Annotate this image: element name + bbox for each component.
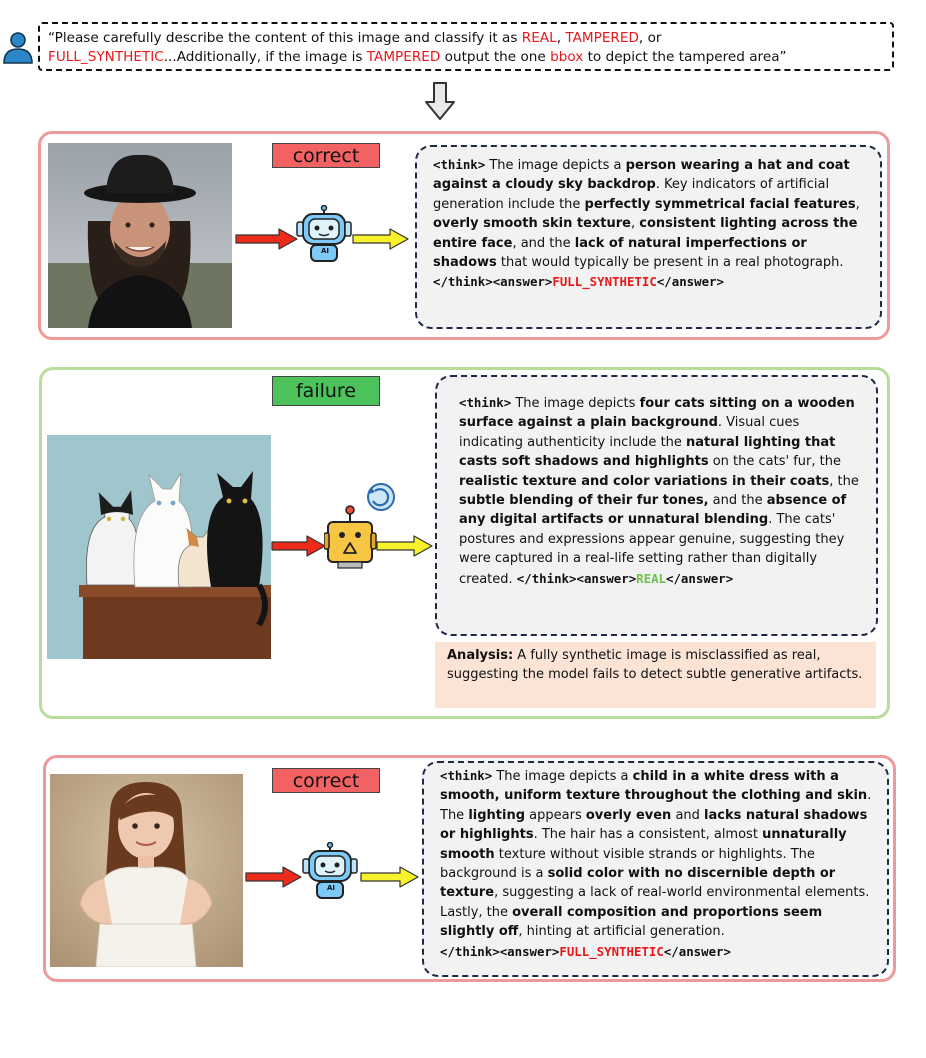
prompt-box [38,22,894,71]
yellow-arrow-icon [352,228,410,250]
prompt-real: REAL [521,30,557,46]
prompt-text-6: to depict the tampered area” [583,49,787,65]
response-bold: four cats sitting on a wooden surface against a plain background [459,396,855,431]
think-open-tag: <think> [433,157,486,172]
response-text: , hinting at artificial generation. [518,924,725,940]
photo-child-in-dress [50,774,243,967]
answer-open-tag: <answer> [492,274,553,290]
prompt-text-4: ...Additionally, if the image is [163,49,367,65]
response-bold: perfectly symmetrical facial features [584,196,856,212]
response-text: on the cats' fur, the [708,454,841,470]
response-bold: consistent lighting across the entire face [433,216,858,251]
response-text: and the [708,493,767,509]
response-text: , [855,196,860,212]
response-bold: person wearing a hat and coat against a cloudy sky backdrop [433,158,850,193]
robot-label: AI [326,884,336,892]
response-bold: realistic texture and color variations in their coats [459,473,830,489]
prompt-text-5: output the one [440,49,551,65]
think-close-tag: </think> [433,274,493,290]
response-text: . The cats' postures and expressions appear genuine, suggesting they were captured in a real-life setting rather than digitally created. [459,512,845,587]
photo-four-cats [47,435,271,659]
response-bold: subtle blending of their fur tones, [459,493,709,509]
response-text: The image depicts a [492,769,633,784]
red-arrow-icon [235,228,299,250]
think-close-tag: </think> [516,570,577,586]
prompt-tampered-2: TAMPERED [366,49,441,65]
answer-value: FULL_SYNTHETIC [552,274,657,290]
answer-open-tag: <answer> [576,570,637,586]
response-bold: overly smooth skin texture [433,216,631,232]
answer-close-tag: </answer> [663,943,731,959]
red-arrow-icon [271,535,327,557]
response-text: The image depicts [511,396,640,411]
response-bold: unnaturally smooth [440,827,847,862]
response-bold: child in a white dress with a smooth, uniform texture throughout the clothing and skin [440,769,868,804]
response-text: . The hair has a consistent, almost [533,827,763,843]
response-text: texture without visible strands or highlights. The background is a [440,846,815,882]
response-bold: lighting [468,807,526,823]
answer-value: REAL [636,570,667,586]
response-bold: overall composition and proportions seem slightly off [440,904,823,940]
response-text: . Visual cues indicating authenticity include the [459,415,800,450]
response-text: and [671,807,705,823]
response-bold: solid color with no discernible depth or texture [440,866,836,901]
response-text: , suggesting a lack of real-world environmental elements. Lastly, the [440,885,870,920]
user-icon [2,31,34,65]
response-text: , [630,216,640,232]
tag-failure: failure [272,376,380,406]
analysis-text: A fully synthetic image is misclassified as real, suggesting the model fails to detect subtle generative artifacts. [447,648,863,683]
response-bold: lacks natural shadows or highlights [440,807,868,843]
prompt-text-3: , or [638,30,662,46]
answer-open-tag: <answer> [499,943,560,959]
prompt-full-synthetic: FULL_SYNTHETIC [48,49,164,65]
yellow-arrow-icon [360,866,420,888]
response-text: , and the [512,235,575,251]
photo-man-in-hat [48,143,232,328]
response-bold: lack of natural imperfections or shadows [433,235,807,271]
answer-close-tag: </answer> [656,274,724,290]
tag-correct: correct [272,768,380,793]
analysis-box [435,642,876,708]
answer-value: FULL_SYNTHETIC [559,943,664,959]
think-open-tag: <think> [459,395,512,410]
response-bold: overly even [585,807,672,823]
prompt-text-2: , [556,30,566,46]
answer-close-tag: </answer> [666,570,734,586]
tag-correct: correct [272,143,380,168]
response-bubble-2 [435,375,878,636]
prompt-open-quote: “ [48,30,55,46]
response-text: , the [829,473,859,489]
prompt-bbox: bbox [550,49,584,65]
response-text: The image depicts a [485,158,626,173]
response-text: . The [440,788,872,823]
response-bold: natural lighting that casts soft shadows and highlights [459,434,836,470]
down-arrow-icon [425,82,455,120]
prompt-text-1: Please carefully describe the content of this image and classify it as [54,30,522,46]
red-arrow-icon [245,866,303,888]
response-bubble-3 [422,761,889,977]
prompt-tampered: TAMPERED [565,30,639,46]
analysis-label: Analysis: [447,648,514,663]
response-text: that would typically be present in a real photograph. [496,255,844,271]
yellow-arrow-icon [376,535,434,557]
response-text: . Key indicators of artificial generation include the [433,177,830,212]
response-bold: absence of any digital artifacts or unnatural blending [459,493,847,528]
response-text: appears [525,807,586,823]
response-bubble-1 [415,145,882,329]
robot-label: AI [320,247,330,255]
think-open-tag: <think> [440,768,493,783]
think-close-tag: </think> [440,943,500,959]
